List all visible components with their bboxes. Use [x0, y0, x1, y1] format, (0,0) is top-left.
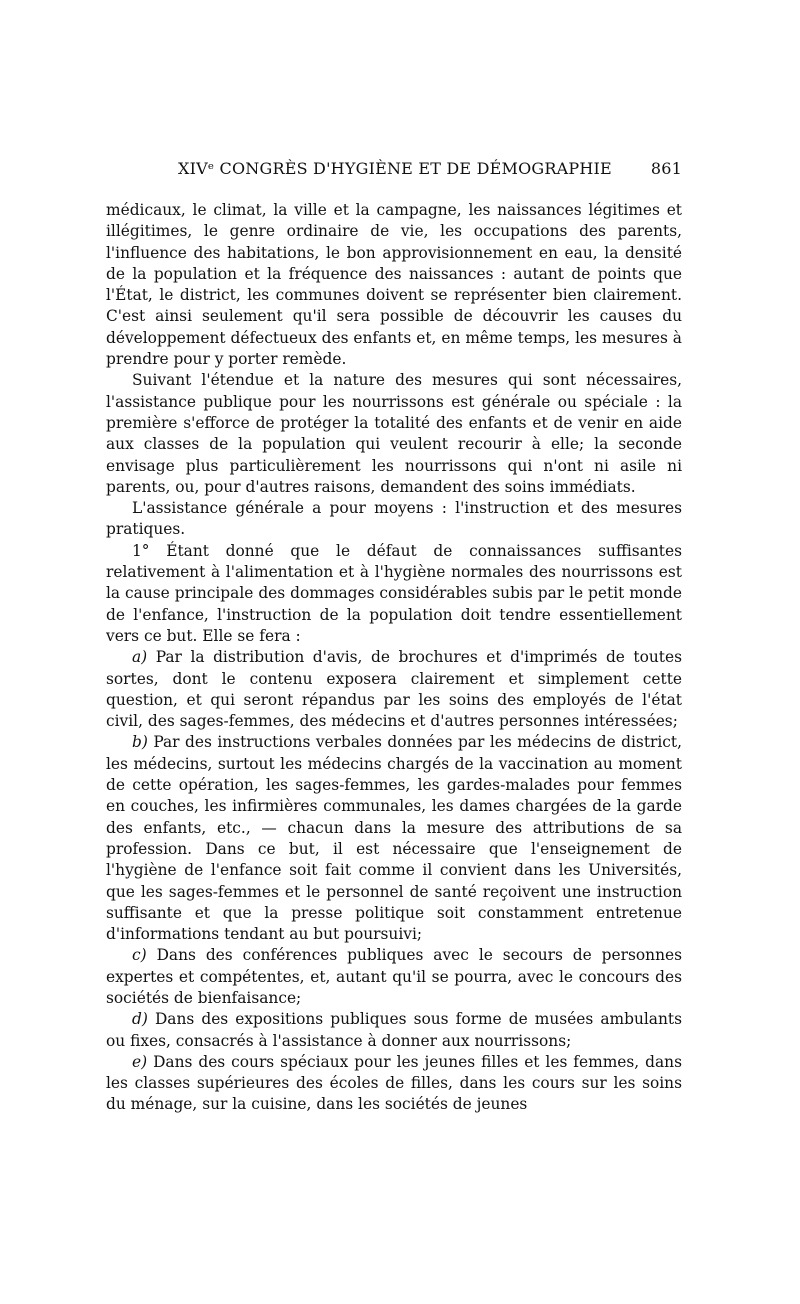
paragraph-text: Étant donné que le défaut de connaissances suffisantes relativement à l'alimentation et à l'hygiène normales des nourrissons est la cause principale des dommages considérables subis par le petit monde de l'enfance, l'instruction de la population doit tendre essentiellement vers ce but. Elle se fera :	[106, 541, 682, 645]
page-number: 861	[650, 159, 682, 178]
paragraph-text: Par des instructions verbales données par les médecins de district, les médecins, surtout les médecins chargés de la vaccination au moment de cette opération, les sages-femmes, les gardes-malades pour femmes en couches, les infirmières communales, les dames chargées de la garde des enfants, etc., — chacun dans la mesure des attributions de sa profession. Dans ce but, il est nécessaire que l'enseignement de l'hygiène de l'enfance soit fait comme il convient dans les Universités, que les sages-femmes et le personnel de santé reçoivent une instruction suffisante et que la presse politique soit constamment entretenue d'informations tendant au but poursuivi;	[106, 733, 682, 944]
item-marker: b)	[132, 733, 148, 752]
body-text	[106, 200, 682, 1116]
paragraph-text: Dans des conférences publiques avec le secours de personnes expertes et compétentes, et, autant qu'il se pourra, avec le concours des sociétés de bienfaisance;	[106, 946, 682, 1007]
paragraph-continuation	[106, 200, 682, 370]
paragraph-item-a	[106, 647, 682, 732]
paragraph-text: Par la distribution d'avis, de brochures et d'imprimés de toutes sortes, dont le contenu exposera clairement et simplement cette question, et qui seront répandus par les soins des employés de l'état civil, des sages-femmes, des médecins et d'autres personnes intéressées;	[106, 648, 682, 731]
paragraph-text: Dans des cours spéciaux pour les jeunes filles et les femmes, dans les classes supérieures des écoles de filles, dans les cours sur les soins du ménage, sur la cuisine, dans les sociétés de jeunes	[106, 1052, 682, 1114]
item-marker: d)	[132, 1010, 148, 1029]
item-marker: c)	[132, 946, 147, 965]
paragraph-item-e	[106, 1052, 682, 1116]
paragraph-item-c	[106, 945, 682, 1009]
item-marker: 1°	[132, 541, 150, 560]
paragraph-item-b	[106, 732, 682, 945]
running-header	[178, 159, 682, 183]
item-marker: e)	[132, 1052, 148, 1071]
item-marker: a)	[132, 648, 148, 667]
running-header-title: XIVᵉ CONGRÈS D'HYGIÈNE ET DE DÉMOGRAPHIE	[178, 159, 612, 178]
paragraph-text: Suivant l'étendue et la nature des mesures qui sont nécessaires, l'assistance publique pour les nourrissons est générale ou spéciale : la première s'efforce de protéger la totalité des enfants et de venir en aide aux classes de la population qui veulent recourir à elle; la seconde envisage plus particulièrement les nourrissons qui n'ont ni asile ni parents, ou, pour d'autres raisons, demandent des soins immédiats.	[106, 371, 682, 496]
paragraph-text: L'assistance générale a pour moyens : l'instruction et des mesures pratiques.	[106, 499, 682, 539]
paragraph-item-1	[106, 541, 682, 647]
paragraph-item-d	[106, 1009, 682, 1052]
paragraph-general-assistance	[106, 498, 682, 541]
paragraph-text: médicaux, le climat, la ville et la campagne, les naissances légitimes et illégitimes, le genre ordinaire de vie, les occupations des parents, l'influence des habitations, le bon approvisionnement en eau, la densité de la population et la fréquence des naissances : autant de points que l'État, le district, les communes doivent se représenter bien clairement. C'est ainsi seulement qu'il sera possible de découvrir les causes du développement défectueux des enfants et, en même temps, les mesures à prendre pour y porter remède.	[106, 201, 682, 369]
paragraph-assistance-types	[106, 370, 682, 498]
paragraph-text: Dans des expositions publiques sous forme de musées ambulants ou fixes, consacrés à l'assistance à donner aux nourrissons;	[106, 1010, 682, 1050]
